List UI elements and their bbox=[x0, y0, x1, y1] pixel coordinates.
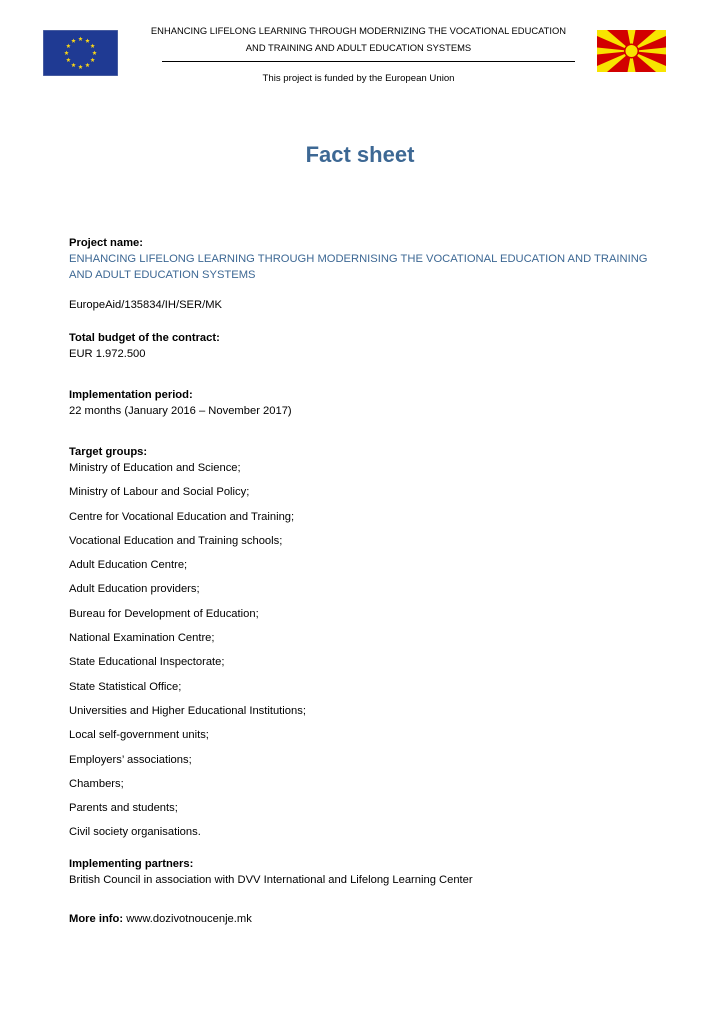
target-group-item: Adult Education providers; bbox=[69, 583, 200, 596]
target-group-item: Chambers; bbox=[69, 777, 124, 790]
target-group-item: Local self-government units; bbox=[69, 729, 209, 742]
partners-section bbox=[69, 856, 669, 888]
target-group-item: Employers’ associations; bbox=[69, 753, 192, 766]
target-group-item: Ministry of Labour and Social Policy; bbox=[69, 486, 250, 499]
target-group-item: Adult Education Centre; bbox=[69, 559, 188, 572]
page-title: Fact sheet bbox=[305, 142, 415, 167]
page-header bbox=[0, 0, 720, 95]
target-group-item: Universities and Higher Educational Institutions; bbox=[69, 704, 306, 717]
target-groups-list bbox=[69, 460, 669, 849]
target-group-item: National Examination Centre; bbox=[69, 632, 215, 645]
header-project-title bbox=[150, 22, 567, 56]
header-title-line-1: ENHANCING LIFELONG LEARNING THROUGH MODERNIZING THE VOCATIONAL EDUCATION bbox=[150, 25, 567, 36]
north-macedonia-flag-icon bbox=[597, 30, 666, 72]
target-group-item: State Educational Inspectorate; bbox=[69, 656, 225, 669]
budget-value: EUR 1.972.500 bbox=[69, 348, 146, 360]
project-name-line-1: ENHANCING LIFELONG LEARNING THROUGH MODERNISING THE VOCATIONAL EDUCATION AND TRAINING bbox=[69, 253, 648, 265]
header-divider bbox=[162, 61, 575, 62]
period-section bbox=[69, 387, 669, 419]
target-group-item: Bureau for Development of Education; bbox=[69, 607, 259, 620]
target-group-item: State Statistical Office; bbox=[69, 680, 182, 693]
budget-section bbox=[69, 330, 669, 362]
project-name-line-2: AND ADULT EDUCATION SYSTEMS bbox=[69, 269, 256, 281]
target-group-item: Vocational Education and Training schools; bbox=[69, 534, 283, 547]
more-info-label: More info: bbox=[69, 912, 124, 925]
target-group-item: Centre for Vocational Education and Training; bbox=[69, 510, 295, 523]
fact-sheet-body bbox=[69, 235, 669, 927]
project-name-section bbox=[69, 235, 669, 313]
period-value: 22 months (January 2016 – November 2017) bbox=[69, 405, 292, 417]
target-group-item: Parents and students; bbox=[69, 802, 178, 815]
header-title-line-2: AND TRAINING AND ADULT EDUCATION SYSTEMS bbox=[245, 42, 472, 53]
more-info-section bbox=[69, 911, 669, 927]
partners-value: British Council in association with DVV International and Lifelong Learning Center bbox=[69, 873, 473, 886]
partners-label: Implementing partners: bbox=[69, 857, 194, 870]
target-groups-label: Target groups: bbox=[69, 446, 148, 458]
eu-flag-icon bbox=[43, 30, 118, 76]
header-funded-text: This project is funded by the European Union bbox=[262, 73, 455, 84]
project-name-label: Project name: bbox=[69, 237, 143, 249]
more-info-link[interactable]: www.dozivotnoucenje.mk bbox=[126, 912, 252, 925]
budget-label: Total budget of the contract: bbox=[69, 332, 220, 344]
project-reference: EuropeAid/135834/IH/SER/MK bbox=[69, 299, 222, 311]
period-label: Implementation period: bbox=[69, 389, 193, 401]
target-group-item: Civil society organisations. bbox=[69, 826, 201, 839]
target-groups-section bbox=[69, 444, 669, 849]
target-group-item: Ministry of Education and Science; bbox=[69, 462, 241, 474]
